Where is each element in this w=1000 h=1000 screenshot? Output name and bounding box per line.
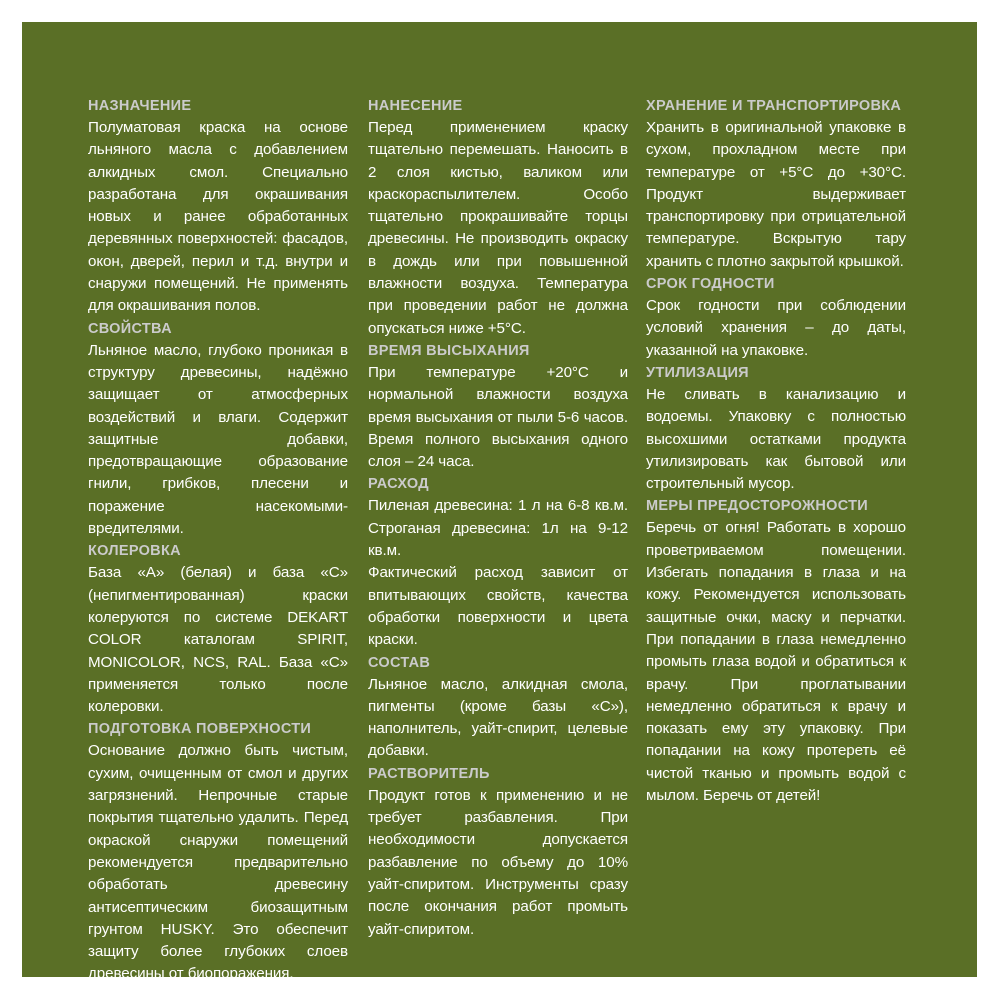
text-properties: Льняное масло, глубоко проникая в структуру древесины, надёжно защищает от атмосферных воздействий и влаги. Содержит защитные добавки, предотвращающие образование гнили, грибков, плесени и поражение насекомыми-вредителями.: [88, 341, 348, 538]
product-info-panel: [22, 22, 977, 983]
heading-solvent: РАСТВОРИТЕЛЬ: [368, 765, 490, 782]
heading-storage: ХРАНЕНИЕ И ТРАНСПОРТИРОВКА: [646, 98, 902, 114]
text-disposal: Не сливать в канализацию и водоемы. Упаковку с полностью высохшими остатками продукта утилизировать как бытовой или строительный мусор.: [646, 385, 906, 493]
text-storage: Хранить в оригинальной упаковке в сухом, прохладном месте при температуре от +5°С до +30°С. Продукт выдерживает транспортировку при отрицательной температуре. Вскрытую тару хранить с плотно закрытой крышкой.: [646, 119, 906, 270]
heading-precautions: МЕРЫ ПРЕДОСТОРОЖНОСТИ: [646, 498, 869, 515]
text-shelf-life: Срок годности при соблюдении условий хранения – до даты, указанной на упаковке.: [646, 297, 906, 359]
text-drying-time: При температуре +20°С и нормальной влажности воздуха время высыхания от пыли 5-6 часов. Время полного высыхания одного слоя – 24 часа.: [368, 363, 628, 471]
heading-tinting: КОЛЕРОВКА: [88, 543, 181, 560]
heading-purpose: НАЗНАЧЕНИЕ: [88, 98, 192, 114]
text-solvent: Продукт готов к применению и не требует разбавления. При необходимости допускается разбавление по объему до 10% уайт-спиритом. Инструменты сразу после окончания работ промыть уайт-спиритом.: [368, 786, 628, 938]
text-consumption-note: Фактический расход зависит от впитывающих свойств, качества обработки поверхности и цвета краски.: [368, 564, 628, 649]
text-tinting: База «А» (белая) и база «С» (непигментированная) краски колеруются по системе DEKART COLOR каталогам SPIRIT, MONICOLOR, NCS, RAL. База «С» применяется только после колеровки.: [88, 564, 348, 716]
heading-consumption: РАСХОД: [368, 476, 429, 493]
text-precautions: Беречь от огня! Работать в хорошо проветриваемом помещении. Избегать попадания в глаза и на кожу. Рекомендуется использовать защитные очки, маску и перчатки. При попадании в глаза немедленно промыть глаза водой и обратиться к врачу. При проглатывании немедленно обратиться к врачу и показать ему эту упаковку. При попадании на кожу протереть её чистой тканью и промыть водой с мылом. Беречь от детей!: [646, 519, 906, 805]
heading-composition: СОСТАВ: [368, 654, 431, 671]
heading-drying-time: ВРЕМЯ ВЫСЫХАНИЯ: [368, 342, 530, 359]
heading-application: НАНЕСЕНИЕ: [368, 98, 463, 114]
text-surface-preparation: Основание должно быть чистым, сухим, очищенным от смол и других загрязнений. Непрочные старые покрытия тщательно удалить. Перед окраской снаружи помещений рекомендуется предварительно обработать древесину антисептическим биозащитным грунтом HUSKY. Это обеспечит защиту более глубоких слоев древесины от биопоражения.: [88, 742, 348, 983]
heading-shelf-life: СРОК ГОДНОСТИ: [646, 276, 775, 293]
heading-disposal: УТИЛИЗАЦИЯ: [646, 364, 749, 381]
text-purpose: Полуматовая краска на основе льняного масла с добавлением алкидных смол. Специально разработана для окрашивания новых и ранее обработанных деревянных поверхностей: фасадов, окон, дверей, перил и т.д. внутри и снаружи помещений. Не применять для окрашивания полов.: [88, 119, 348, 315]
column-right: [646, 95, 906, 807]
heading-surface-preparation: ПОДГОТОВКА ПОВЕРХНОСТИ: [88, 721, 312, 738]
heading-properties: СВОЙСТВА: [88, 320, 172, 337]
text-consumption-rate: Пиленая древесина: 1 л на 6-8 кв.м. Строганая древесина: 1л на 9-12 кв.м.: [368, 497, 628, 560]
column-middle: [368, 95, 628, 941]
column-left: [88, 95, 348, 986]
text-composition: Льняное масло, алкидная смола, пигменты (кроме базы «С»), наполнитель, уайт-спирит, целевые добавки.: [368, 675, 628, 760]
text-application: Перед применением краску тщательно перемешать. Наносить в 2 слоя кистью, валиком или краскораспылителем. Особо тщательно прокрашивайте торцы древесины. Не производить окраску в дождь или при повышенной влажности воздуха. Температура при проведении работ не должна опускаться ниже +5°С.: [368, 119, 628, 337]
